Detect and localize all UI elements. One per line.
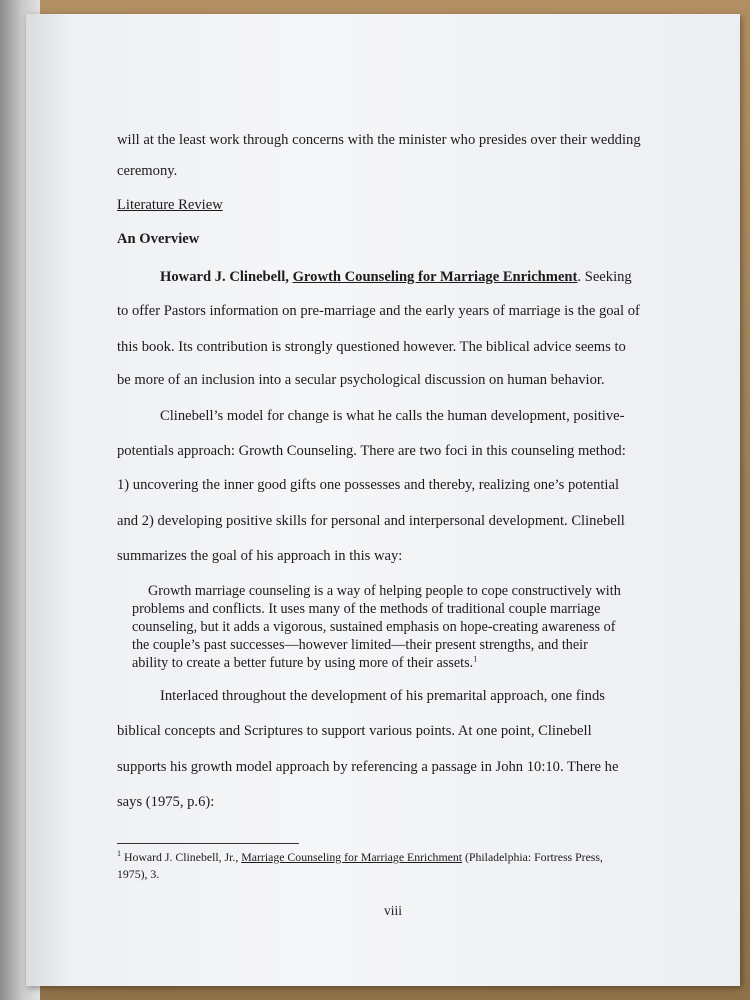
book-title: Growth Counseling for Marriage Enrichment: [292, 269, 578, 285]
blockquote-line-3: counseling, but it adds a vigorous, sustained emphasis on hope-creating awareness of: [132, 619, 616, 635]
book-author: Howard J. Clinebell,: [160, 269, 289, 285]
paragraph-2-line-1: [160, 268, 632, 286]
paragraph-2-line-2: to offer Pastors information on pre-marriage and the early years of marriage is the goal of: [117, 303, 640, 319]
footnote-title: Marriage Counseling for Marriage Enrichment: [241, 850, 463, 864]
footnote-line-2: 1975), 3.: [117, 867, 160, 881]
paragraph-3-line-3: 1) uncovering the inner good gifts one possesses and thereby, realizing one’s potential: [117, 477, 620, 493]
paragraph-4-line-3: supports his growth model approach by referencing a passage in John 10:10. There he: [117, 759, 619, 775]
footnote-publisher: (Philadelphia: Fortress Press,: [462, 850, 603, 864]
blockquote-line-2: problems and conflicts. It uses many of the methods of traditional couple marriage: [132, 601, 601, 617]
blockquote-line-4: the couple’s past successes—however limited—their present strengths, and their: [132, 637, 588, 653]
paragraph-1-line-1: will at the least work through concerns with the minister who presides over their wedding: [117, 132, 641, 148]
paragraph-2-line-4: be more of an inclusion into a secular psychological discussion on human behavior.: [117, 372, 605, 388]
paragraph-3-line-4: and 2) developing positive skills for personal and interpersonal development. Clinebell: [117, 513, 625, 529]
paragraph-3-line-2: potentials approach: Growth Counseling. There are two foci in this counseling method:: [117, 443, 626, 459]
paragraph-3-line-5: summarizes the goal of his approach in this way:: [117, 548, 403, 564]
page-number: viii: [384, 903, 403, 918]
paragraph-4-line-4: says (1975, p.6):: [117, 794, 215, 810]
blockquote-line-1: Growth marriage counseling is a way of helping people to cope constructively with: [148, 583, 621, 599]
subsection-heading: An Overview: [117, 231, 200, 247]
paragraph-2-line-1-rest: . Seeking: [577, 269, 632, 285]
paragraph-4-line-2: biblical concepts and Scriptures to support various points. At one point, Clinebell: [117, 723, 592, 739]
blockquote-line-5: [132, 654, 477, 672]
paragraph-1-line-2: ceremony.: [117, 163, 178, 179]
section-heading: Literature Review: [117, 197, 223, 213]
footnote-line-1: [117, 848, 603, 866]
paragraph-4-line-1: Interlaced throughout the development of his premarital approach, one finds: [160, 688, 605, 704]
footnote-reference-1[interactable]: 1: [473, 654, 478, 664]
paragraph-3-line-1: Clinebell’s model for change is what he calls the human development, positive-: [160, 408, 625, 424]
footnote-author: Howard J. Clinebell, Jr.,: [121, 850, 242, 864]
blockquote-line-5-text: ability to create a better future by using more of their assets.: [132, 655, 474, 671]
paragraph-2-line-3: this book. Its contribution is strongly questioned however. The biblical advice seems to: [117, 339, 626, 355]
footnote-mark: 1: [117, 849, 121, 859]
footnote-separator: [117, 843, 299, 844]
document-page: [26, 14, 740, 986]
